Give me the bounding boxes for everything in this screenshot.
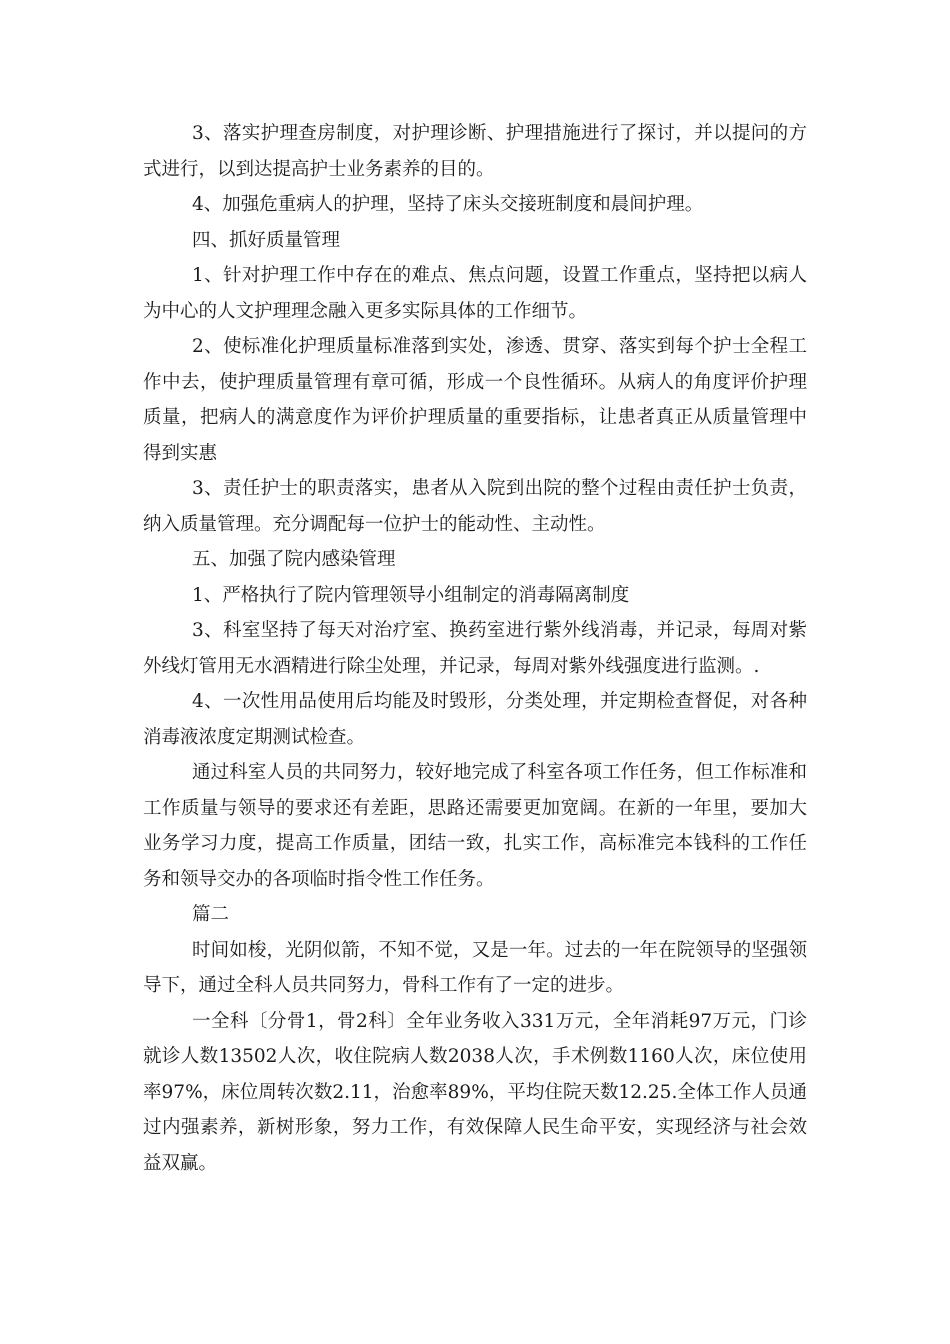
paragraph-infection-1: 1、严格执行了院内管理领导小组制定的消毒隔离制度 <box>192 584 630 606</box>
paragraph-statistics: 一全科〔分骨1，骨2科〕全年业务收入331万元，全年消耗97万元，门诊就诊人数13502人次，收住院病人数2038人次，手术例数1160人次，床位使用率97%，床位周转次数2.11，治愈率89%，平均住院天数12.25.全体工作人员通过内强素养，新树形象，努力工作，有效保障人民生命平安，实现经济与社会效益双赢。 <box>143 1010 807 1174</box>
paragraph-critical-care: 4、加强危重病人的护理，坚持了床头交接班制度和晨间护理。 <box>192 194 704 215</box>
document-body <box>143 116 807 1181</box>
paragraph-quality-1: 1、针对护理工作中存在的难点、焦点问题，设置工作重点，坚持把以病人为中心的人文护理理念融入更多实际具体的工作细节。 <box>143 265 807 322</box>
paragraph-infection-3: 3、科室坚持了每天对治疗室、换药室进行紫外线消毒，并记录，每周对紫外线灯管用无水酒精进行除尘处理，并记录，每周对紫外线强度进行监测。. <box>143 620 807 677</box>
paragraph-quality-3: 3、责任护士的职责落实，患者从入院到出院的整个过程由责任护士负责，纳入质量管理。充分调配每一位护士的能动性、主动性。 <box>143 478 807 535</box>
paragraph-summary: 通过科室人员的共同努力，较好地完成了科室各项工作任务，但工作标准和工作质量与领导的要求还有差距，思路还需要更加宽阔。在新的一年里，要加大业务学习力度，提高工作质量，团结一致，扎实工作，高标准完本钱科的工作任务和领导交办的各项临时指令性工作任务。 <box>143 762 807 890</box>
section-heading-part-two: 篇二 <box>192 904 230 925</box>
section-heading-quality: 四、抓好质量管理 <box>192 229 341 251</box>
paragraph-checkrounds: 3、落实护理查房制度，对护理诊断、护理措施进行了探讨，并以提问的方式进行，以到达提高护士业务素养的目的。 <box>143 123 807 180</box>
section-heading-infection: 五、加强了院内感染管理 <box>192 549 396 570</box>
paragraph-quality-2: 2、使标准化护理质量标准落到实处，渗透、贯穿、落实到每个护士全程工作中去，使护理质量管理有章可循，形成一个良性循环。从病人的角度评价护理质量，把病人的满意度作为评价护理质量的重要指标，让患者真正从质量管理中得到实惠 <box>143 336 807 464</box>
paragraph-intro-part-two: 时间如梭，光阴似箭，不知不觉，又是一年。过去的一年在院领导的坚强领导下，通过全科人员共同努力，骨科工作有了一定的进步。 <box>143 939 807 996</box>
paragraph-infection-4: 4、一次性用品使用后均能及时毁形，分类处理，并定期检查督促，对各种消毒液浓度定期测试检查。 <box>143 691 807 748</box>
